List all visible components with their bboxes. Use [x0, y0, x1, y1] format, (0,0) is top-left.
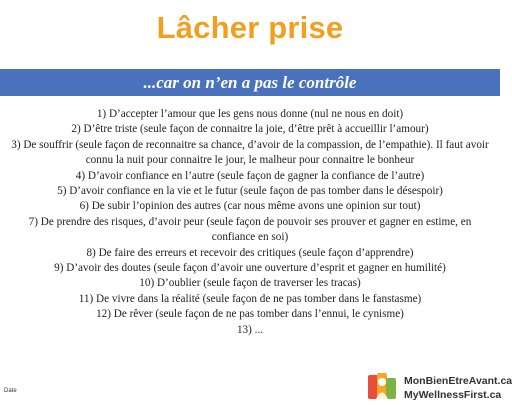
list-item: 12) De rêver (seule façon de ne pas tomber dans l’ennui, le cynisme) [96, 308, 404, 321]
list-item: 3) De souffrir (seule façon de reconnaitre sa chance, d’avoir de la compassion, de l’empathie). Il faut avoir connu la nuit pour connaitre le jour, le malheur pour connaitre le bonheur [11, 138, 489, 167]
list-item: 9) D’avoir des doutes (seule façon d’avoir une ouverture d’esprit et gagner en humilité) [54, 262, 446, 275]
list-item: 10) D’oublier (seule façon de traverser les tracas) [139, 277, 361, 290]
list-item: 1) D’accepter l’amour que les gens nous donne (nul ne nous en doit) [96, 108, 404, 120]
list-item: 4) D’avoir confiance en l’autre (seule façon de gagner la confiance de l’autre) [75, 169, 425, 182]
list-item: 7) De prendre des risques, d’avoir peur (seule façon de pouvoir ses prouver et gagner en estime, en confiance en soi) [28, 215, 472, 244]
wellness-logo-icon [367, 372, 397, 402]
date-label: Date [4, 388, 17, 394]
item-list [8, 107, 492, 338]
subtitle-banner [0, 69, 500, 96]
list-item: 6) De subir l’opinion des autres (car nous même avons une opinion sur tout) [79, 200, 421, 213]
list-item: 11) De vivre dans la réalité (seule façon de ne pas tomber dans le fanstasme) [78, 292, 422, 305]
brand-line-1: MonBienEtreAvant.ca [404, 375, 512, 387]
list-item: 5) D’avoir confiance en la vie et le futur (seule façon de pas tomber dans le désespoir) [57, 185, 443, 198]
list-item: 13) ... [236, 323, 264, 336]
brand-line-2: MyWellnessFirst.ca [404, 389, 502, 401]
list-item: 2) D’être triste (seule façon de connaitre la joie, d’être prêt à accueillir l’amour) [71, 123, 429, 136]
list-item: 8) De faire des erreurs et recevoir des critiques (seule façon d’apprendre) [86, 246, 414, 259]
brand-text [404, 374, 512, 402]
subtitle-text: ...car on n’en a pas le contrôle [143, 72, 357, 92]
page-title: Lâcher prise [156, 10, 344, 45]
